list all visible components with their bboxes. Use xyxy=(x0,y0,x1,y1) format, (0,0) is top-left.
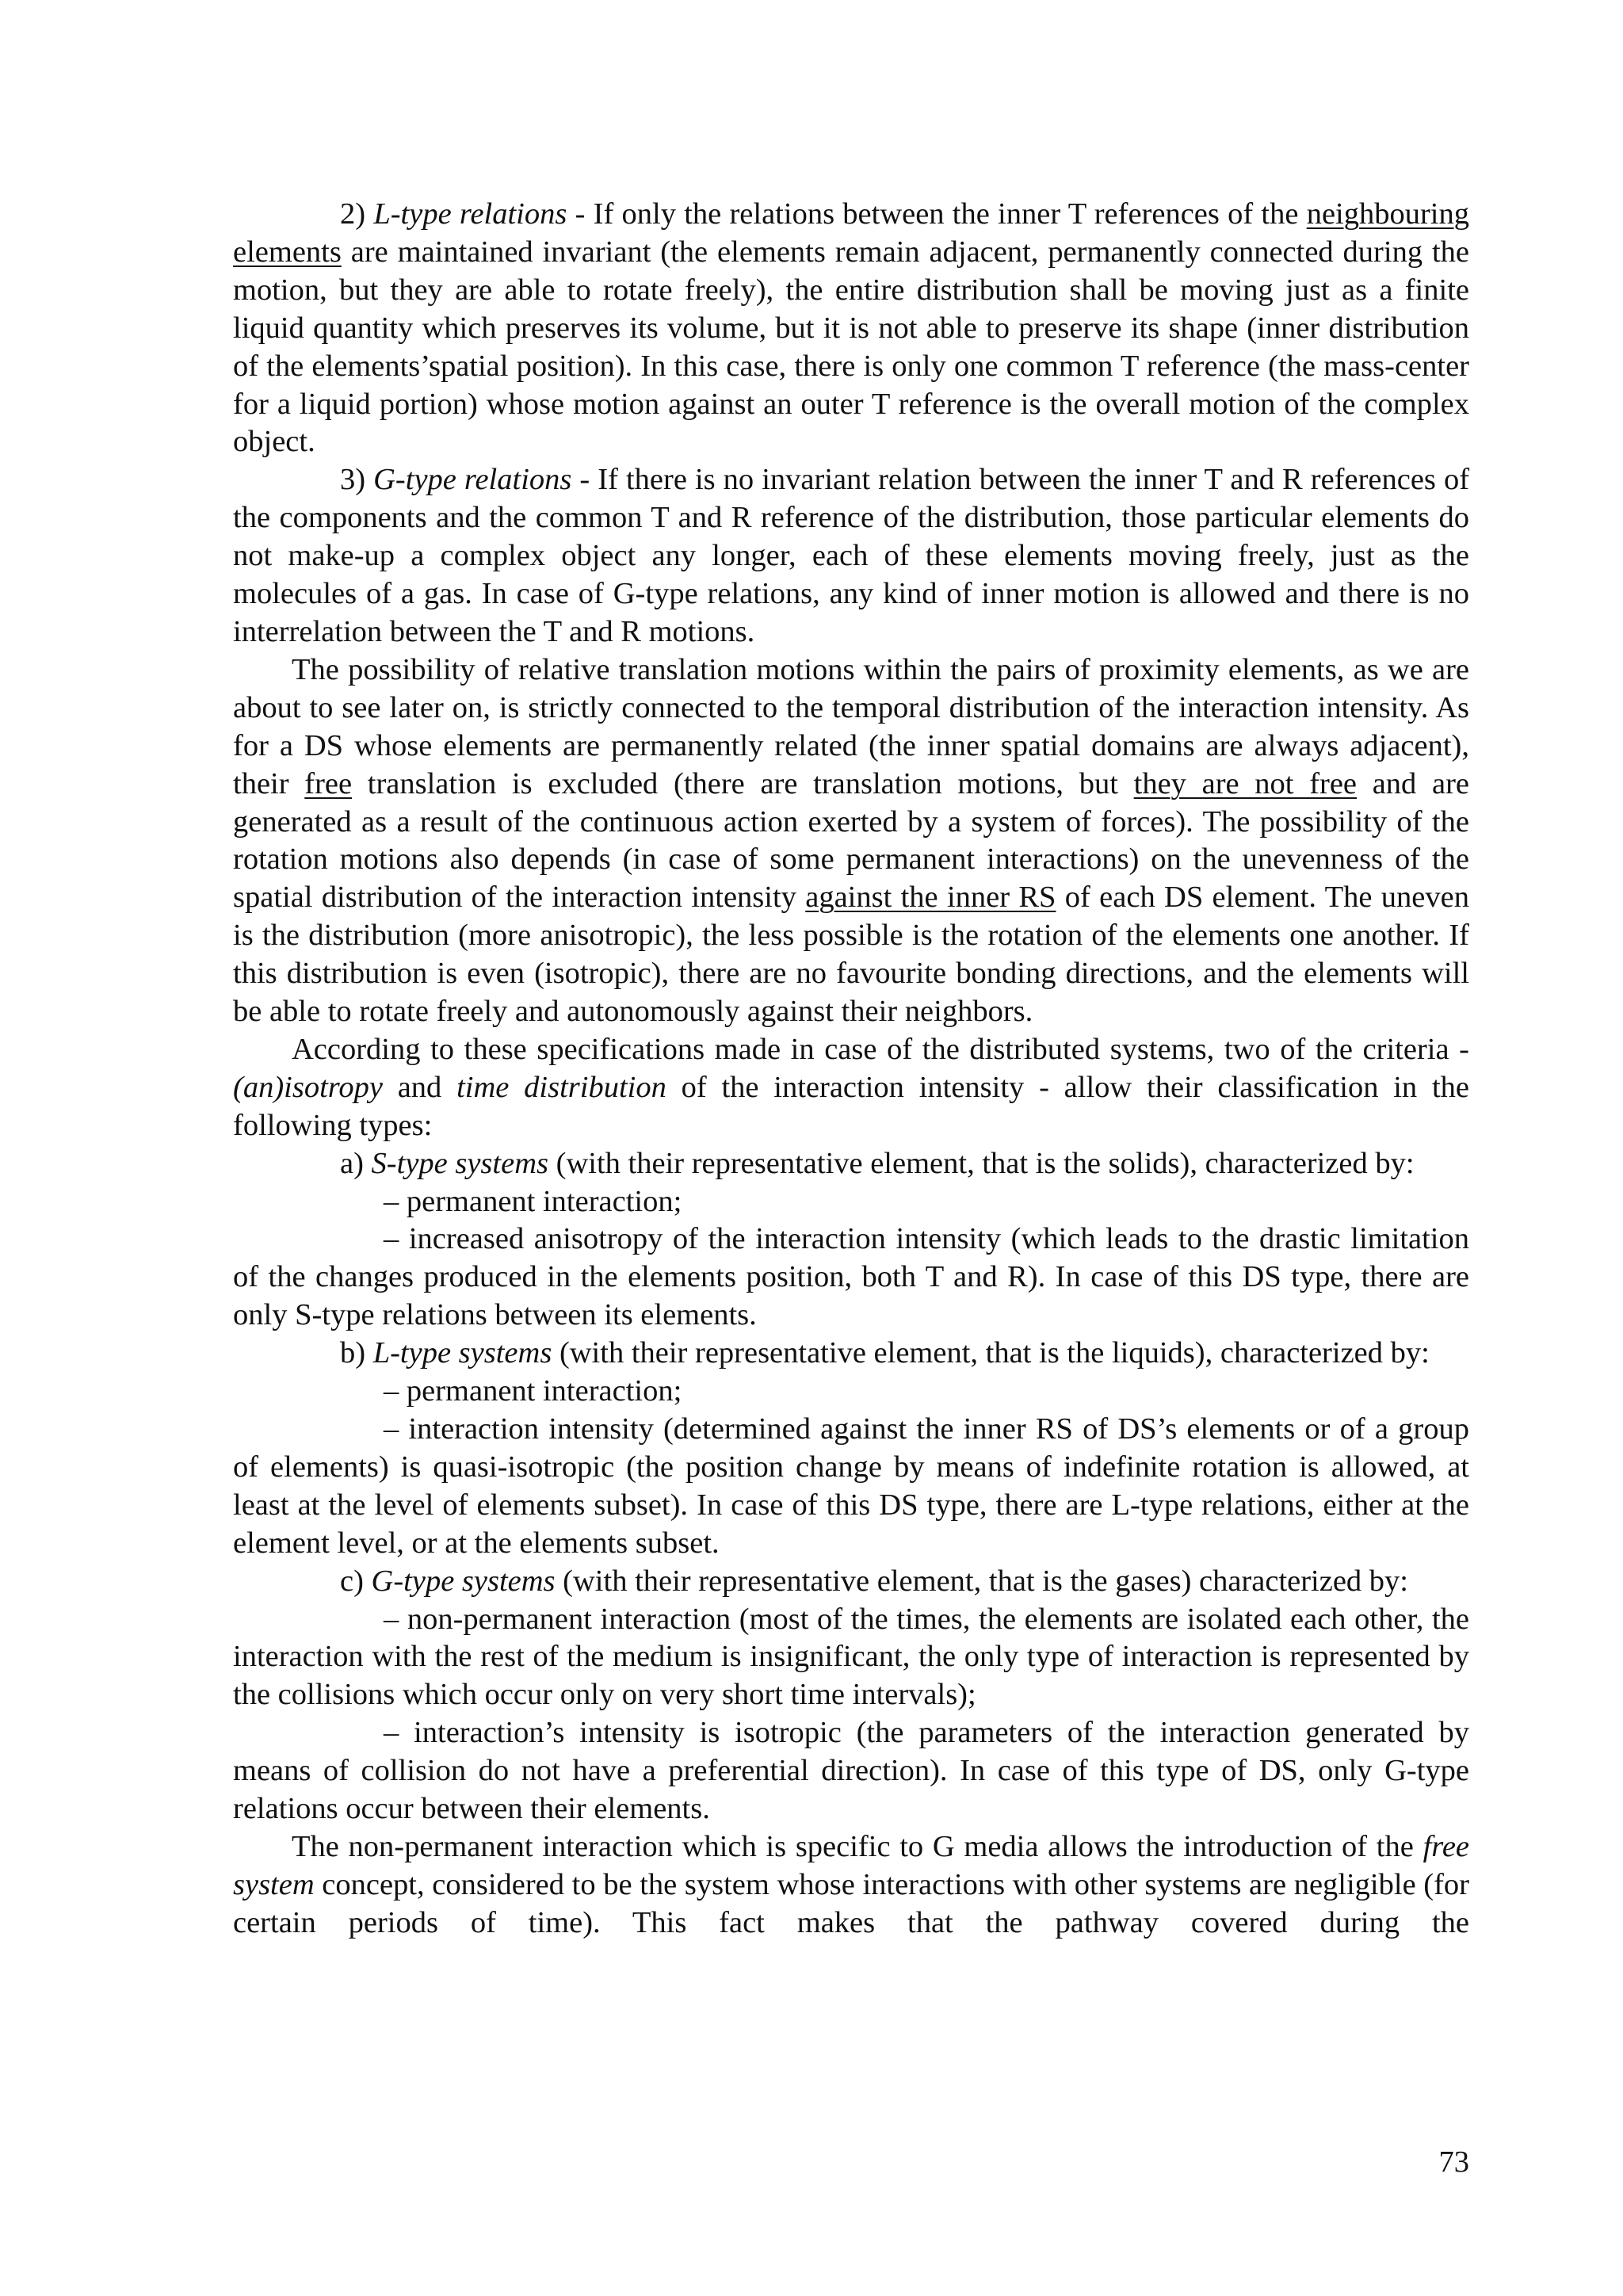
page-number: 73 xyxy=(1438,2145,1469,2179)
list-marker: c) xyxy=(340,1564,364,1598)
paragraph-g-type-relations xyxy=(233,461,1469,651)
paragraph-text: and are generated as a result of the continuous action exerted by a system of forces). The possibility of the rotation motions also depends (in case of some permanent interactions) on the unevenness of the spatial distribution of the interaction intensity xyxy=(233,766,1469,915)
dash-item: – permanent interaction; xyxy=(384,1374,682,1408)
paragraph-text: of each DS element. The uneven is the distribution (more anisotropic), the less possible is the rotation of the elements one another. If this distribution is even (isotropic), there are no favourite bonding directions, and the elements will be able to rotate freely and autonomously against their neighbors. xyxy=(233,881,1469,1029)
dash-item: – interaction intensity (determined against the inner RS of DS’s elements or of a group of elements) is quasi-isotropic (the position change by means of indefinite rotation is allowed, at least at the level of elements subset). In case of this DS type, there are L-type relations, either at the element level, or at the elements subset. xyxy=(233,1412,1469,1560)
document-page xyxy=(233,196,1469,1943)
paragraph-text: concept, considered to be the system whose interactions with other systems are negligible (for certain periods of time). This fact makes that the pathway covered during the xyxy=(233,1867,1469,1939)
underlined-phrase: against the inner RS xyxy=(805,881,1056,915)
list-marker: 3) xyxy=(340,463,366,497)
term-l-type-systems: L-type systems xyxy=(372,1336,552,1370)
dash-item: – non-permanent interaction (most of the times, the elements are isolated each other, the interaction with the rest of the medium is insignificant, the only type of interaction is represented by the collisions which occur only on very short time intervals); xyxy=(233,1602,1469,1712)
term-g-type-systems: G-type systems xyxy=(371,1564,556,1598)
dash-item: – interaction’s intensity is isotropic (the parameters of the interaction generated by means of collision do not have a preferential direction). In case of this type of DS, only G-type relations occur between their elements. xyxy=(233,1716,1469,1826)
dash-item: – increased anisotropy of the interaction intensity (which leads to the drastic limitation of the changes produced in the elements position, both T and R). In case of this DS type, there are only S-type relations between its elements. xyxy=(233,1222,1469,1332)
paragraph-g-type-systems xyxy=(233,1563,1469,1601)
paragraph-translation-motions xyxy=(233,651,1469,1031)
underlined-phrase: neighbouring elements xyxy=(233,197,1469,269)
list-marker: 2) xyxy=(340,197,366,231)
paragraph-text: According to these specifications made in case of the distributed systems, two of the criteria - xyxy=(292,1032,1469,1066)
underlined-phrase: free xyxy=(304,766,353,800)
paragraph-text: of the interaction intensity - allow their classification in the following types: xyxy=(233,1070,1469,1142)
paragraph-l-type-relations xyxy=(233,196,1469,461)
paragraph-text: (with their representative element, that is the liquids), characterized by: xyxy=(552,1336,1430,1370)
paragraph-s-type-systems xyxy=(233,1145,1469,1183)
dash-item: – permanent interaction; xyxy=(384,1184,682,1218)
paragraph-text: - If there is no invariant relation between the inner T and R references of the components and the common T and R reference of the distribution, those particular elements do not make-up a complex object any longer, each of these elements moving freely, just as the molecules of a gas. In case of G-type relations, any kind of inner motion is allowed and there is no interrelation between the T and R motions. xyxy=(233,463,1470,648)
paragraph-text: The non-permanent interaction which is specific to G media allows the introduction of the xyxy=(292,1829,1423,1863)
italic-term: time distribution xyxy=(456,1070,666,1104)
paragraph-text: are maintained invariant (the elements remain adjacent, permanently connected during the motion, but they are able to rotate freely), the entire distribution shall be moving just as a finite liquid quantity which preserves its volume, but it is not able to preserve its shape (inner distribution of the elements’spatial position). In this case, there is only one common T reference (the mass-center for a liquid portion) whose motion against an outer T reference is the overall motion of the complex object. xyxy=(233,235,1469,459)
list-marker: a) xyxy=(340,1146,364,1180)
paragraph-l-type-systems xyxy=(233,1335,1469,1373)
paragraph-free-system xyxy=(233,1828,1469,1943)
italic-term: free system xyxy=(233,1829,1469,1901)
paragraph-text: The possibility of relative translation motions within the pairs of proximity elements, as we are about to see later on, is strictly connected to the temporal distribution of the interaction intensity. As for a DS whose elements are permanently related (the inner spatial domains are always adjacent), their xyxy=(233,652,1469,800)
paragraph-classification-criteria xyxy=(233,1031,1469,1145)
paragraph-text: - If only the relations between the inner T references of the xyxy=(567,197,1307,231)
paragraph-text: and xyxy=(382,1070,457,1104)
paragraph-text: (with their representative element, that is the solids), characterized by: xyxy=(548,1146,1415,1180)
paragraph-text: (with their representative element, that is the gases) characterized by: xyxy=(555,1564,1409,1598)
italic-term: (an)isotropy xyxy=(233,1070,383,1104)
term-s-type-systems: S-type systems xyxy=(371,1146,548,1180)
paragraph-text: translation is excluded (there are translation motions, but xyxy=(352,766,1134,800)
term-g-type-relations: G-type relations xyxy=(373,463,572,497)
underlined-phrase: they are not free xyxy=(1133,766,1358,800)
list-marker: b) xyxy=(340,1336,366,1370)
term-l-type-relations: L-type relations xyxy=(373,197,567,231)
